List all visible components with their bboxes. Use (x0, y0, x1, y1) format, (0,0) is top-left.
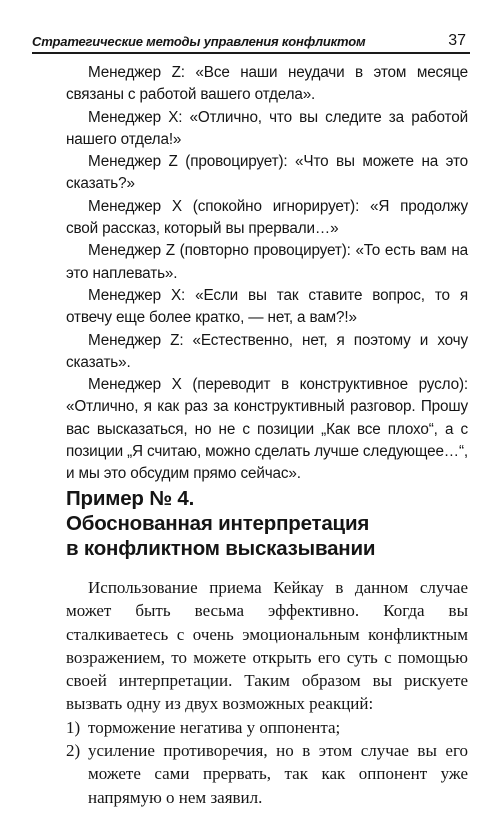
dialogue-line: Менеджер Z: «Естественно, нет, я поэтому и хочу сказать». (66, 331, 468, 371)
heading-line: Обоснованная интерпретация (66, 512, 370, 535)
running-title: Стратегические методы управления конфликтом (32, 34, 366, 49)
list-item (66, 716, 468, 739)
dialogue-block (66, 62, 468, 486)
list-item-text: торможение негатива у оппонента; (88, 717, 341, 737)
section-heading (66, 486, 476, 561)
heading-line: Пример № 4. (66, 487, 195, 510)
dialogue-line: Менеджер X (спокойно игнорирует): «Я продолжу свой рассказ, который вы прервали…» (66, 197, 468, 238)
list-item (66, 739, 468, 809)
dialogue-line: Менеджер X: «Если вы так ставите вопрос, то я отвечу еще более кратко, — нет, а вам?!» (66, 286, 468, 327)
dialogue-line: Менеджер Z: «Все наши неудачи в этом месяце связаны с работой вашего отдела». (66, 64, 468, 104)
heading-line: в конфликтном высказывании (66, 537, 376, 560)
dialogue-line: Менеджер Z (повторно провоцирует): «То есть вам на это наплевать». (66, 242, 468, 282)
dialogue-line: Менеджер Z (провоцирует): «Что вы можете на это сказать?» (66, 153, 468, 193)
list-item-number: 1) (66, 717, 81, 737)
list-item-number: 2) (66, 741, 81, 761)
section-body (66, 576, 468, 809)
running-header (32, 30, 470, 54)
reaction-list (66, 716, 468, 809)
list-item-text: усиление противоречия, но в этом случае вы его можете сами прервать, так как оппонент уже напрямую о нем заявил. (88, 741, 468, 807)
dialogue-line: Менеджер X: «Отлично, что вы следите за работой нашего отдела!» (66, 108, 468, 148)
page-number: 37 (448, 32, 466, 49)
body-paragraph: Использование приема Кейкау в данном случае может быть весьма эффективно. Когда вы сталкиваетесь с очень эмоциональным конфликтным возражением, то можете открыть его суть с помощью своей интерпретации. Таким образом вы рискуете вызвать одну из двух возможных реакций: (66, 578, 468, 714)
dialogue-line: Менеджер X (переводит в конструктивное русло): «Отлично, я как раз за конструктивный разговор. Прошу вас высказаться, но не с позиции „Как все плохо“, а с позиции „Я считаю, можно сделать лучше следующее…“, и мы это обсудим прямо сейчас». (66, 376, 468, 483)
